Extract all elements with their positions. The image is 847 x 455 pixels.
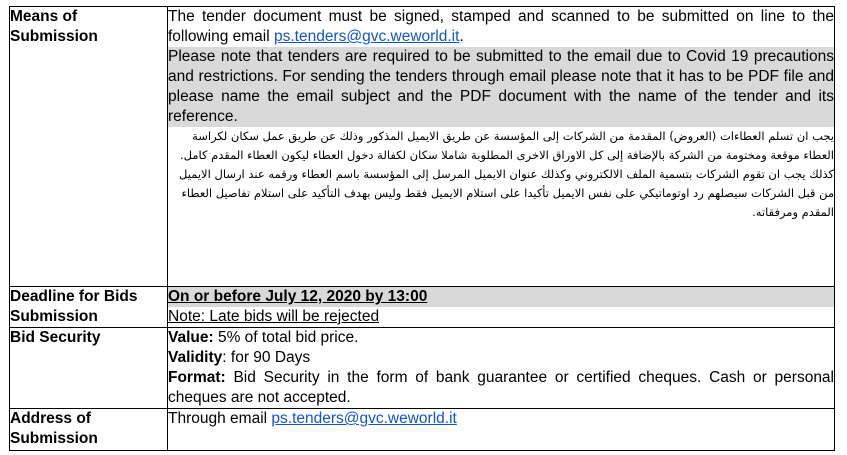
submission-instructions: The tender document must be signed, stamped and scanned to be submitted on line to the following email ps.tenders@gvc.weworld.it. <box>168 8 834 45</box>
late-bids-note: Note: Late bids will be rejected <box>168 308 380 325</box>
row-address <box>10 409 835 451</box>
row-means-of-submission <box>10 7 835 287</box>
submission-email-link[interactable]: ps.tenders@gvc.weworld.it <box>273 28 460 45</box>
label-deadline: Deadline for Bids Submission <box>10 287 168 328</box>
label-bid-security: Bid Security <box>10 328 168 409</box>
content-bid-security <box>168 328 835 409</box>
content-means-of-submission <box>168 7 835 287</box>
address-email-link[interactable]: ps.tenders@gvc.weworld.it <box>271 410 457 427</box>
label-address: Address of Submission <box>10 409 168 451</box>
arabic-instructions-2: كذلك يجب ان تقوم الشركات بتسمية الملف الالكتروني وكذلك عنوان الايميل المرسل إلى المؤسسة باسم العطاء ورقمه عند ارسال الايميل من قبل الشركات سيصلهم رد اوتوماتيكي على نفس الايميل تأكيدا على استلام الايميل فقط وليس بهدف التأكيد على استلام تفاصيل العطاء المقدم ومرفقاته. <box>179 167 834 219</box>
bid-security-format: Format: Bid Security in the form of bank guarantee or certified cheques. Cash or personal cheques are not accepted. <box>168 369 834 406</box>
row-bid-security <box>10 328 835 409</box>
bid-security-value: Value: 5% of total bid price. <box>168 329 359 346</box>
arabic-instructions-1: يجب ان تسلم العطاءات (العروض) المقدمة من الشركات إلى المؤسسة عن طريق الايميل المذكور وذلك عن طريق عمل سكان لكراسة العطاء موقعة ومختومة من الشركة بالإضافة إلى كل الاوراق الاخرى المطلوبة شاملا سكان لكفالة دخول العطاء ليكون العطاء المقدم كامل. <box>179 129 834 162</box>
content-deadline <box>168 287 835 328</box>
label-means-of-submission: Means of Submission <box>10 7 168 287</box>
bid-security-validity: Validity: for 90 Days <box>168 349 311 366</box>
content-address: Through email ps.tenders@gvc.weworld.it <box>168 409 835 451</box>
row-deadline <box>10 287 835 328</box>
tender-info-table <box>9 6 835 451</box>
covid-note-highlight: Please note that tenders are required to be submitted to the email due to Covid 19 precautions and restrictions. For sending the tenders through email please note that it has to be PDF file and please name the email subject and the PDF document with the name of the tender and its reference. <box>168 48 834 125</box>
deadline-date: On or before July 12, 2020 by 13:00 <box>168 287 834 307</box>
